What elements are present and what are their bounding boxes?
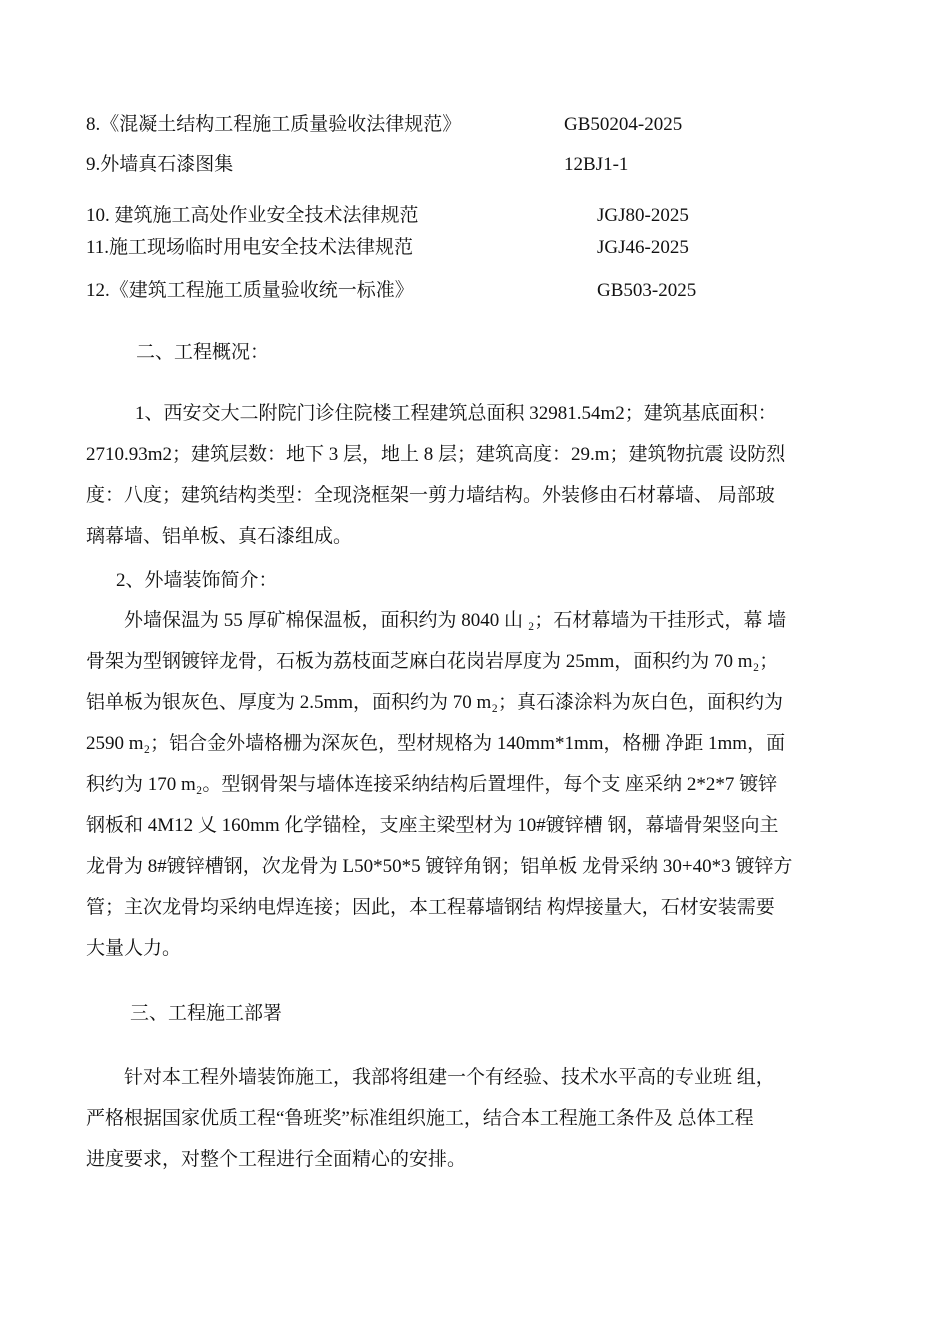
text-line: 外墙保温为 55 厚矿棉保温板，面积约为 8040 山 ₂；石材幕墙为干挂形式，幕 墙 — [124, 610, 787, 631]
text-line: 骨架为型钢镀锌龙骨，石板为荔枝面芝麻白花岗岩厚度为 25mm，面积约为 70 m₂； — [86, 651, 779, 672]
text-line: 大量人力。 — [86, 938, 182, 959]
standard-item — [86, 276, 697, 306]
standard-code: JGJ46-2025 — [597, 237, 689, 258]
standard-title: 11.施工现场临时用电安全技术法律规范 — [86, 237, 414, 258]
text-line: 度：八度；建筑结构类型：全现浇框架一剪力墙结构。外装修由石材幕墙、 局部玻 — [86, 485, 775, 506]
standard-title: 12.《建筑工程施工质量验收统一标准》 — [86, 280, 414, 301]
standard-code: 12BJ1-1 — [564, 154, 629, 175]
text-line: 进度要求，对整个工程进行全面精心的安排。 — [86, 1149, 467, 1170]
section-heading: 二、工程概况： — [136, 342, 270, 363]
text-line: 钢板和 4M12 乂 160mm 化学锚栓，支座主梁型材为 10#镀锌槽 钢，幕墙骨架竖向主 — [86, 815, 779, 836]
text-line: 2590 m₂；铝合金外墙格栅为深灰色，型材规格为 140mm*1mm，格栅 净距 1mm，面 — [86, 733, 786, 754]
standard-title: 8.《混凝土结构工程施工质量验收法律规范》 — [86, 114, 462, 135]
standard-item — [86, 233, 689, 263]
text-line: 积约为 170 m₂。型钢骨架与墙体连接采纳结构后置埋件，每个支 座采纳 2*2*7 镀锌 — [86, 774, 778, 795]
standard-item — [86, 150, 629, 180]
sub-heading: 2、外墙装饰简介： — [116, 570, 278, 591]
deployment-paragraph — [86, 1057, 878, 1180]
text-line: 1、西安交大二附院门诊住院楼工程建筑总面积 32981.54m2；建筑基底面积： — [135, 403, 777, 424]
standard-title: 9.外墙真石漆图集 — [86, 154, 234, 175]
standard-code: JGJ80-2025 — [597, 205, 689, 226]
standard-item — [86, 201, 689, 231]
text-line: 针对本工程外墙装饰施工，我部将组建一个有经验、技术水平高的专业班 组， — [124, 1067, 775, 1088]
standard-title: 10. 建筑施工高处作业安全技术法律规范 — [86, 205, 419, 226]
text-line: 管；主次龙骨均采纳电焊连接；因此，本工程幕墙钢结 构焊接量大，石材安装需要 — [86, 897, 775, 918]
overview-paragraph — [86, 393, 878, 557]
text-line: 铝单板为银灰色、厚度为 2.5mm，面积约为 70 m₂；真石漆涂料为灰白色，面积约为 — [86, 692, 783, 713]
text-line: 龙骨为 8#镀锌槽钢，次龙骨为 L50*50*5 镀锌角钢；铝单板 龙骨采纳 30+40*3 镀锌方 — [86, 856, 793, 877]
section-heading: 三、工程施工部署 — [130, 1003, 283, 1024]
standard-code: GB50204-2025 — [564, 114, 683, 135]
text-line: 2710.93m2；建筑层数：地下 3 层，地上 8 层；建筑高度：29.m；建筑物抗震 设防烈 — [86, 444, 786, 465]
facade-paragraph — [86, 600, 878, 969]
text-line: 严格根据国家优质工程“鲁班奖”标准组织施工，结合本工程施工条件及 总体工程 — [86, 1108, 754, 1129]
standard-item — [86, 110, 683, 140]
text-line: 璃幕墙、铝单板、真石漆组成。 — [86, 526, 353, 547]
standard-code: GB503-2025 — [597, 280, 697, 301]
